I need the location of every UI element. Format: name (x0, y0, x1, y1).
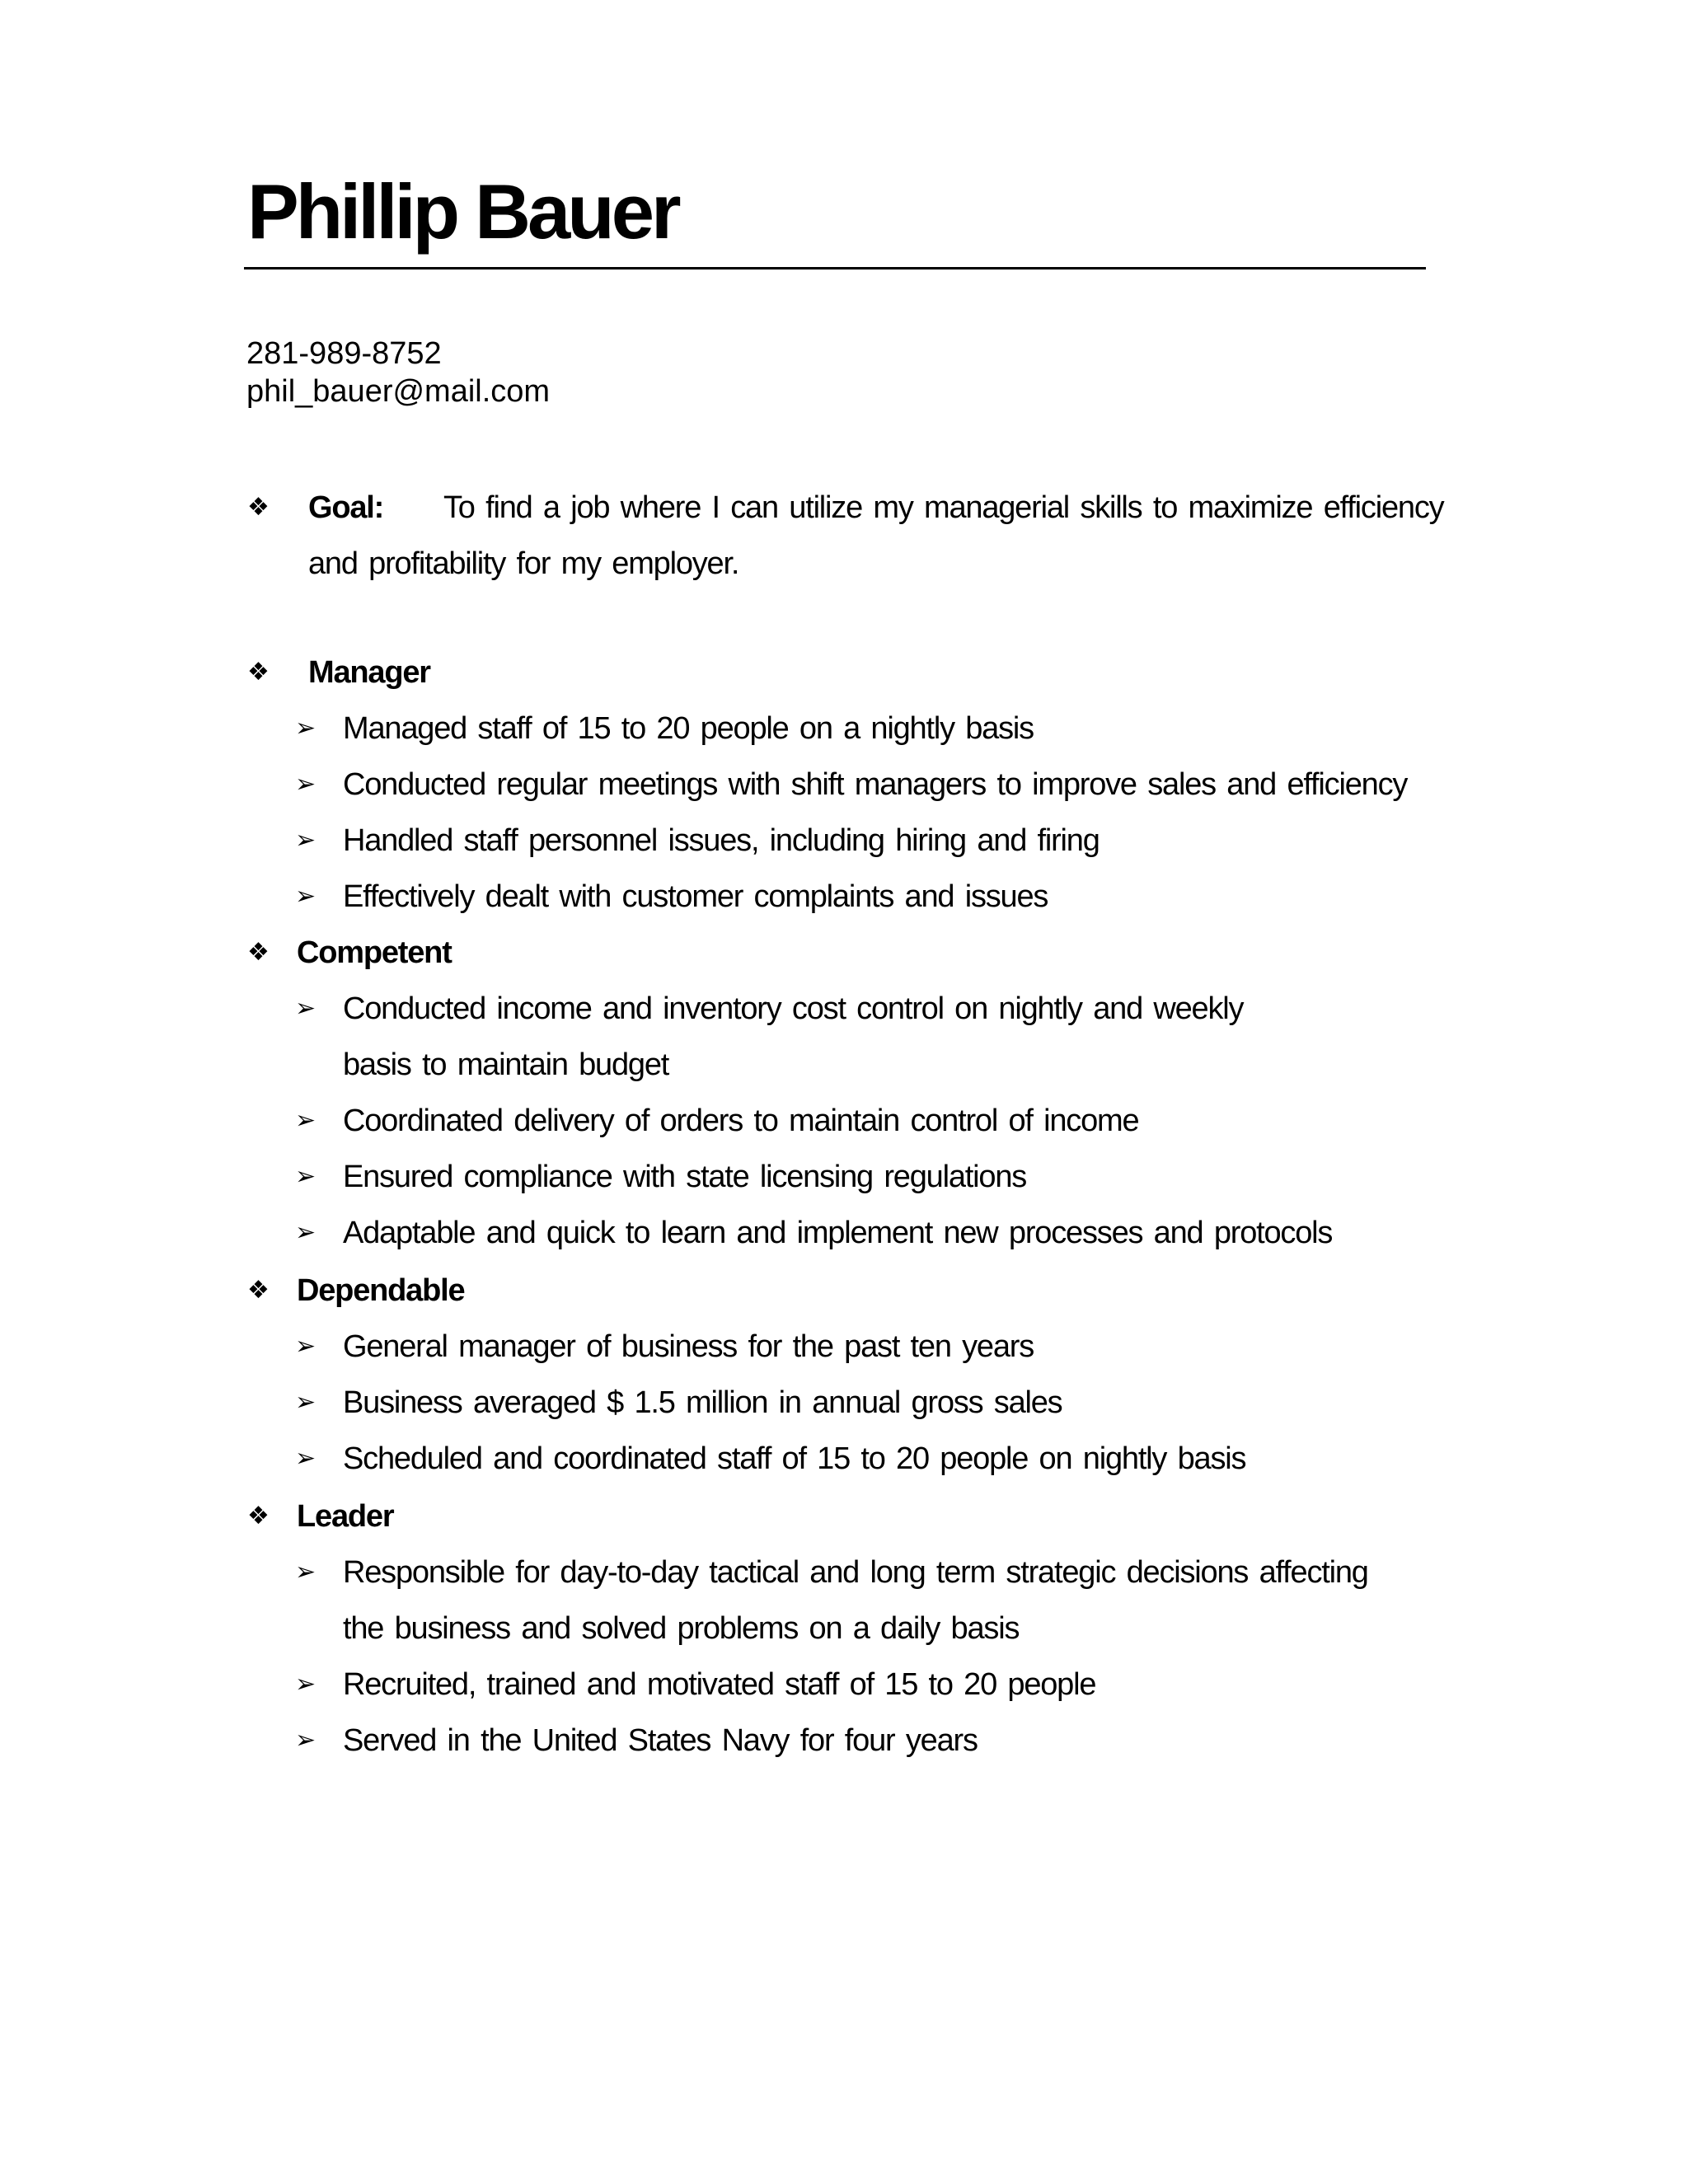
arrow-bullet-icon: ➢ (295, 714, 316, 743)
section-manager (247, 644, 1434, 925)
section-heading-leader: Leader (297, 1499, 394, 1534)
goal-label: Goal: (308, 490, 384, 525)
name-underline-divider (244, 267, 1426, 269)
list-item: ➢ Conducted regular meetings with shift managers to improve sales and efficiency (247, 757, 1418, 813)
section-header (247, 925, 1434, 981)
contact-info (246, 335, 550, 410)
section-header (247, 1263, 1434, 1319)
goal-line-1 (308, 480, 1444, 536)
list-item: ➢ Handled staff personnel issues, including hiring and firing (247, 813, 1418, 869)
arrow-bullet-icon: ➢ (295, 770, 316, 799)
arrow-bullet-icon: ➢ (295, 1106, 316, 1135)
diamond-bullet-icon: ❖ (247, 658, 270, 687)
arrow-bullet-icon: ➢ (295, 994, 316, 1023)
arrow-bullet-icon: ➢ (295, 1670, 316, 1699)
list-item: ➢ Conducted income and inventory cost control on nightly and weekly basis to maintain budget (247, 981, 1266, 1093)
diamond-bullet-icon: ❖ (247, 1276, 270, 1305)
list-item: ➢ Responsible for day-to-day tactical and long term strategic decisions affecting the business and solved problems on a daily basis (247, 1544, 1418, 1657)
section-item-list (247, 981, 1434, 1261)
arrow-bullet-icon: ➢ (295, 1162, 316, 1191)
section-item-list (247, 701, 1434, 925)
section-item-list (247, 1319, 1434, 1487)
section-heading-competent: Competent (297, 935, 452, 970)
arrow-bullet-icon: ➢ (295, 1444, 316, 1473)
list-item: ➢ Managed staff of 15 to 20 people on a nightly basis (247, 701, 1418, 757)
arrow-bullet-icon: ➢ (295, 1218, 316, 1247)
list-item: ➢ Adaptable and quick to learn and implement new processes and protocols (247, 1205, 1418, 1261)
resume-name: Phillip Bauer (247, 168, 678, 255)
section-item-list (247, 1544, 1434, 1769)
section-competent (247, 925, 1434, 1261)
diamond-bullet-icon: ❖ (247, 493, 270, 522)
list-item: ➢ General manager of business for the past ten years (247, 1319, 1418, 1375)
arrow-bullet-icon: ➢ (295, 1726, 316, 1755)
diamond-bullet-icon: ❖ (247, 938, 270, 967)
section-heading-dependable: Dependable (297, 1273, 465, 1308)
arrow-bullet-icon: ➢ (295, 1388, 316, 1417)
list-item: ➢ Coordinated delivery of orders to maintain control of income (247, 1093, 1418, 1149)
goal-text-line-2: and profitability for my employer. (308, 546, 739, 581)
email-address: phil_bauer@mail.com (246, 374, 551, 409)
arrow-bullet-icon: ➢ (295, 1558, 316, 1586)
section-header (247, 1488, 1434, 1544)
list-item: ➢ Ensured compliance with state licensing regulations (247, 1149, 1418, 1205)
list-item: ➢ Served in the United States Navy for four years (247, 1713, 1418, 1769)
section-header (247, 644, 1434, 701)
arrow-bullet-icon: ➢ (295, 826, 316, 855)
phone-number: 281-989-8752 (246, 336, 442, 371)
arrow-bullet-icon: ➢ (295, 882, 316, 911)
list-item: ➢ Scheduled and coordinated staff of 15 to 20 people on nightly basis (247, 1431, 1418, 1487)
section-dependable (247, 1263, 1434, 1487)
section-leader (247, 1488, 1434, 1769)
list-item: ➢ Recruited, trained and motivated staff of 15 to 20 people (247, 1657, 1418, 1713)
diamond-bullet-icon: ❖ (247, 1502, 270, 1530)
arrow-bullet-icon: ➢ (295, 1332, 316, 1361)
goal-text-line-1: To find a job where I can utilize my managerial skills to maximize efficiency (443, 490, 1444, 525)
list-item: ➢ Business averaged $ 1.5 million in annual gross sales (247, 1375, 1418, 1431)
section-heading-manager: Manager (308, 655, 430, 690)
list-item: ➢ Effectively dealt with customer complaints and issues (247, 869, 1418, 925)
